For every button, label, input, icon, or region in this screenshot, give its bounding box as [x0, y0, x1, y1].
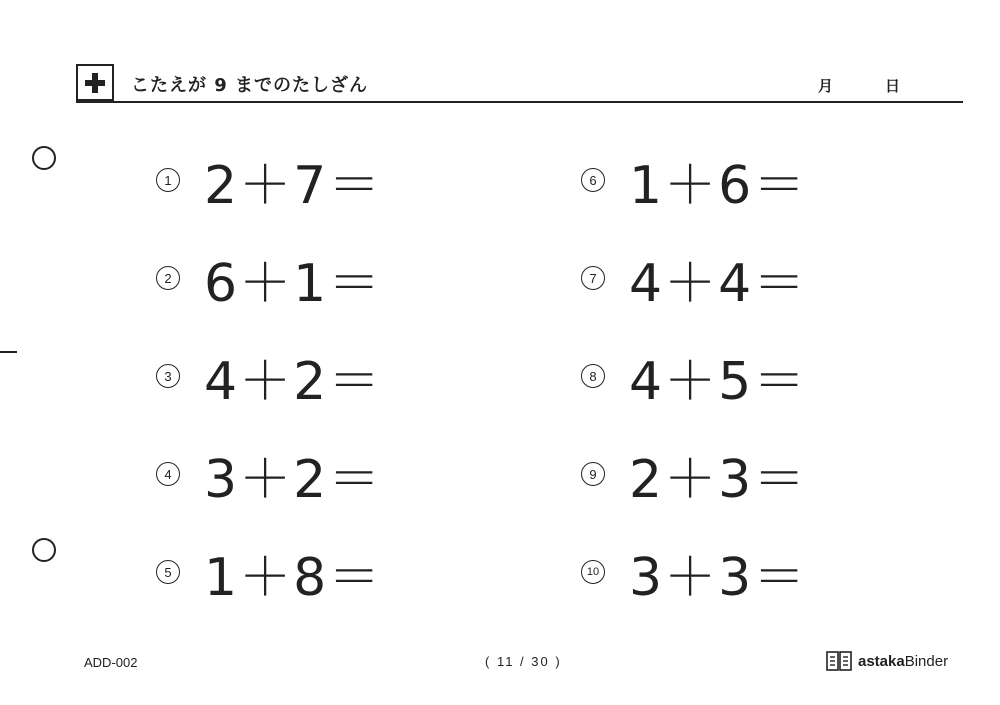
- problem-number: 8: [581, 364, 605, 388]
- problem-expression: 2＋7＝: [204, 155, 383, 216]
- problem-expression: 3＋2＝: [204, 449, 383, 510]
- problem-expression: 4＋2＝: [204, 351, 383, 412]
- fold-mark: [0, 351, 17, 353]
- problem-expression: 1＋8＝: [204, 547, 383, 608]
- problem-number: 7: [581, 266, 605, 290]
- problem-number: 9: [581, 462, 605, 486]
- problem-item: [156, 346, 383, 412]
- month-label: 月: [818, 77, 834, 95]
- problem-expression: 3＋3＝: [629, 547, 808, 608]
- problem-number: 3: [156, 364, 180, 388]
- problem-expression: 4＋4＝: [629, 253, 808, 314]
- page-title: こたえが 9 までのたしざん: [131, 75, 369, 96]
- problem-item: [581, 444, 808, 510]
- problem-item: [581, 346, 808, 412]
- problem-number: 2: [156, 266, 180, 290]
- problem-item: [156, 150, 383, 216]
- problem-number: 5: [156, 560, 180, 584]
- problem-item: [581, 150, 808, 216]
- plus-icon: [76, 64, 114, 101]
- problem-item: [156, 542, 383, 608]
- problem-item: [581, 248, 808, 314]
- problem-item: [156, 248, 383, 314]
- brand-logo: [826, 650, 948, 672]
- page-counter: ( 11 / 30 ): [485, 654, 562, 669]
- problem-expression: 4＋5＝: [629, 351, 808, 412]
- binder-hole-bottom: [32, 538, 56, 562]
- problem-number: 4: [156, 462, 180, 486]
- binder-hole-top: [32, 146, 56, 170]
- problem-number: 1: [156, 168, 180, 192]
- problem-item: [156, 444, 383, 510]
- worksheet-code: ADD-002: [84, 655, 138, 670]
- header-divider: [76, 101, 963, 103]
- binder-book-icon: [826, 650, 852, 672]
- problem-item: [581, 542, 808, 608]
- problem-expression: 2＋3＝: [629, 449, 808, 510]
- day-label: 日: [885, 77, 901, 95]
- problem-expression: 6＋1＝: [204, 253, 383, 314]
- problem-number: 6: [581, 168, 605, 192]
- problem-number: 10: [581, 560, 605, 584]
- brand-name: astakaBinder: [858, 652, 949, 670]
- problem-expression: 1＋6＝: [629, 155, 808, 216]
